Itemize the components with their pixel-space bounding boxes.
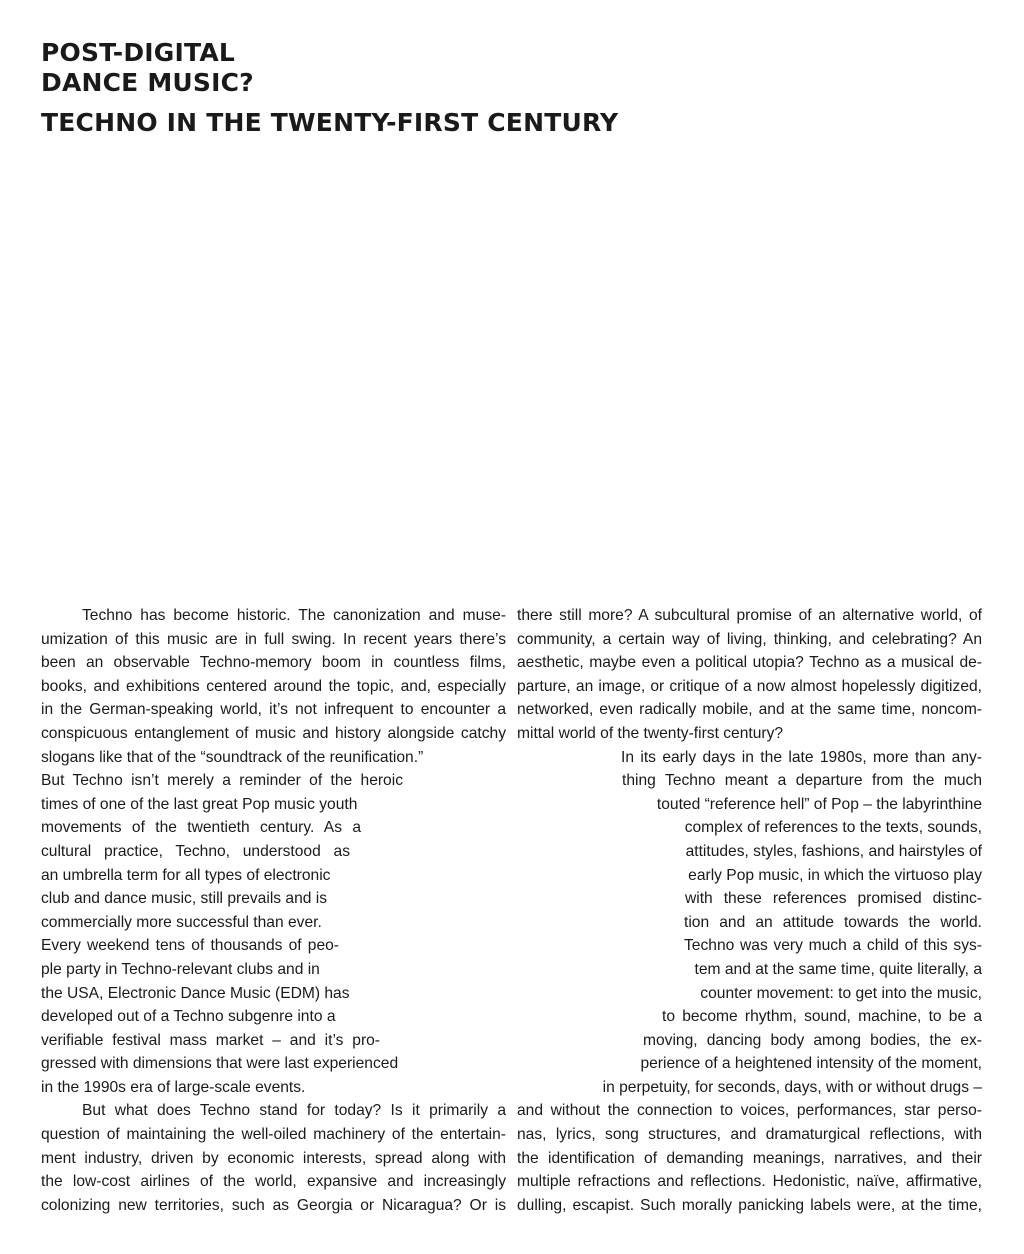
text-line: question of maintaining the well-oiled machinery of the entertain- — [41, 1126, 506, 1144]
text-line: mittal world of the twenty-first century? — [517, 724, 784, 742]
text-line: Techno was very much a child of this sys- — [684, 937, 982, 955]
text-line: ment industry, driven by economic interests, spread along with — [41, 1149, 506, 1167]
title-line-2: DANCE MUSIC? — [41, 68, 254, 97]
text-line: aesthetic, maybe even a political utopia? Techno as a musical de- — [517, 654, 982, 672]
text-line: the identification of demanding meanings, narratives, and their — [517, 1149, 982, 1167]
text-line: early Pop music, in which the virtuoso play — [688, 866, 982, 884]
text-line: community, a certain way of living, thinking, and celebrating? An — [517, 630, 982, 648]
text-line: But what does Techno stand for today? Is it primarily a — [82, 1102, 506, 1120]
text-line: the USA, Electronic Dance Music (EDM) has — [41, 984, 350, 1002]
text-line: in the 1990s era of large-scale events. — [41, 1078, 306, 1096]
page-title — [41, 38, 618, 138]
text-line: books, and exhibitions centered around the topic, and, especially — [41, 677, 506, 695]
text-line: an umbrella term for all types of electronic — [41, 866, 331, 884]
text-line: attitudes, styles, fashions, and hairstyles of — [685, 842, 982, 860]
text-line: verifiable festival mass market – and it’s pro- — [41, 1031, 380, 1049]
text-line: gressed with dimensions that were last experienced — [41, 1055, 399, 1073]
text-line: networked, even radically mobile, and at the same time, noncom- — [517, 701, 982, 719]
text-line: with these references promised distinc- — [685, 890, 982, 908]
text-line: dulling, escapist. Such morally panicking labels were, at the time, — [517, 1196, 982, 1214]
text-line: colonizing new territories, such as Georgia or Nicaragua? Or is — [41, 1196, 506, 1214]
left-text-column — [41, 604, 506, 1217]
text-line: parture, an image, or critique of a now almost hopelessly digitized, — [517, 677, 982, 695]
text-line: But Techno isn’t merely a reminder of the heroic — [41, 772, 403, 790]
text-line: cultural practice, Techno, understood as — [41, 842, 350, 860]
text-line: commercially more successful than ever. — [41, 913, 322, 931]
text-line: conspicuous entanglement of music and history alongside catchy — [41, 724, 506, 742]
text-line: Every weekend tens of thousands of peo- — [41, 937, 339, 955]
text-line: touted “reference hell” of Pop – the labyrinthine — [656, 795, 982, 813]
text-line: In its early days in the late 1980s, more than any- — [621, 748, 982, 766]
text-line: nas, lyrics, song structures, and dramaturgical reflections, with — [517, 1126, 982, 1144]
right-text-column — [517, 604, 982, 1217]
text-line: ple party in Techno-relevant clubs and in — [41, 960, 320, 978]
text-line: moving, dancing body among bodies, the ex- — [643, 1031, 982, 1049]
text-line: complex of references to the texts, sounds, — [684, 819, 982, 837]
text-line: to become rhythm, sound, machine, to be a — [662, 1008, 982, 1026]
text-line: tion and an attitude towards the world. — [684, 913, 982, 931]
subtitle: TECHNO IN THE TWENTY-FIRST CENTURY — [41, 108, 619, 137]
text-line: tem and at the same time, quite literally, a — [694, 960, 982, 978]
text-line: movements of the twentieth century. As a — [41, 819, 361, 837]
text-line: times of one of the last great Pop music youth — [41, 795, 358, 813]
text-line: multiple refractions and reflections. Hedonistic, naïve, affirmative, — [517, 1173, 982, 1191]
title-line-1: POST-DIGITAL — [41, 38, 236, 67]
text-line: developed out of a Techno subgenre into a — [41, 1008, 336, 1026]
text-line: umization of this music are in full swing. In recent years there’s — [41, 630, 506, 648]
text-line: perience of a heightened intensity of the moment, — [640, 1055, 982, 1073]
text-line: in perpetuity, for seconds, days, with or without drugs – — [602, 1078, 982, 1096]
text-line: and without the connection to voices, performances, star perso- — [517, 1102, 982, 1120]
text-line: in the German-speaking world, it’s not infrequent to encounter a — [41, 701, 506, 719]
text-line: club and dance music, still prevails and is — [41, 890, 328, 908]
text-line: the low-cost airlines of the world, expansive and increasingly — [41, 1173, 506, 1191]
text-line: counter movement: to get into the music, — [700, 984, 982, 1002]
text-line: there still more? A subcultural promise of an alternative world, of — [517, 607, 982, 624]
text-line: thing Techno meant a departure from the much — [622, 772, 982, 790]
text-line: slogans like that of the “soundtrack of the reunification.” — [41, 748, 424, 766]
text-line: been an observable Techno-memory boom in countless films, — [41, 654, 506, 672]
text-line: Techno has become historic. The canonization and muse- — [82, 607, 506, 624]
